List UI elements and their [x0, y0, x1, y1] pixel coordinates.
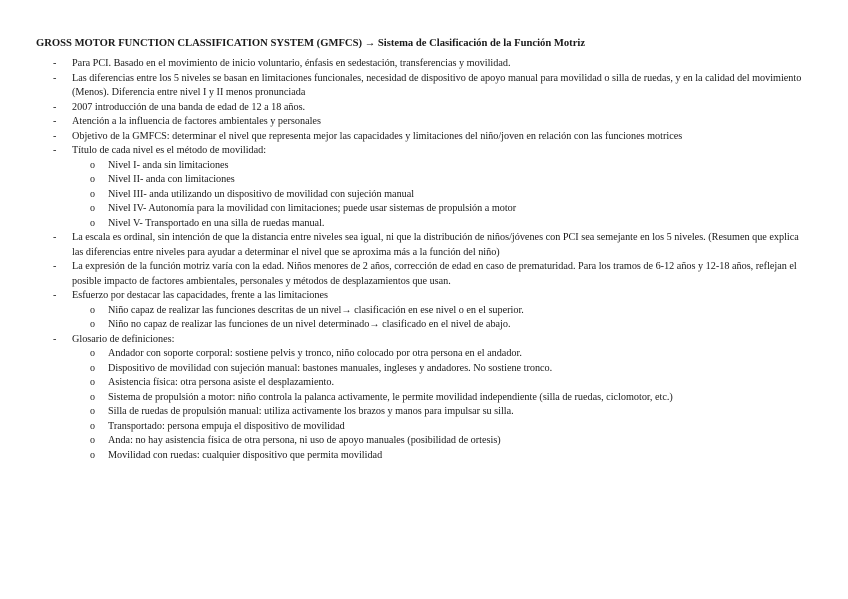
- circle-bullet: o: [90, 174, 95, 185]
- sub-list-item: [0, 217, 812, 232]
- dash-bullet: -: [53, 232, 57, 243]
- circle-bullet: o: [90, 391, 95, 403]
- circle-bullet: o: [90, 159, 95, 171]
- sub-list-item-text: Sistema de propulsión a motor: niño controla la palanca activamente, le permite movilidad independiente (silla de ruedas, ciclomotor, etc.): [108, 391, 673, 403]
- list-item-text: Las diferencias entre los 5 niveles se basan en limitaciones funcionales, necesidad de dispositivo de apoyo manual para movilidad o silla de ruedas, y en la calidad del movimiento (Menos). Diferencia entre nivel I y II menos pronunciada: [72, 72, 802, 98]
- list-item: [0, 144, 848, 231]
- circle-bullet: o: [90, 406, 95, 417]
- list-item: [0, 289, 848, 333]
- list-item: [0, 260, 848, 289]
- list-item: [0, 333, 848, 464]
- circle-bullet: o: [90, 435, 95, 446]
- list-item-text: Glosario de definiciones:: [72, 333, 175, 345]
- title-spanish: Sistema de Clasificación de la Función Motriz: [377, 38, 586, 49]
- sub-list-item: [0, 449, 812, 464]
- list-item: [0, 130, 848, 145]
- sub-list-item: [0, 173, 812, 188]
- sub-list-item: [0, 347, 812, 362]
- circle-bullet: o: [90, 377, 95, 388]
- sub-list-item-text: Anda: no hay asistencia física de otra persona, ni uso de apoyo manuales (posibilidad de ortesis): [108, 435, 501, 446]
- dash-bullet: -: [53, 72, 57, 84]
- page-title: [36, 37, 836, 51]
- circle-bullet: o: [90, 449, 95, 461]
- sub-list-item-text: Dispositivo de movilidad con sujeción manual: bastones manuales, ingleses y andadores. No sostiene tronco.: [108, 362, 553, 374]
- sub-list-item-text: Nivel V- Transportado en una silla de ruedas manual.: [108, 217, 325, 229]
- dash-bullet: -: [53, 261, 57, 272]
- list-item: [0, 57, 848, 72]
- sub-list: [72, 347, 812, 463]
- sub-list-item: [0, 304, 812, 319]
- sub-list-item-text: Nivel II- anda con limitaciones: [108, 174, 235, 185]
- sub-list-item: [0, 434, 812, 449]
- list-item-text: Esfuerzo por destacar las capacidades, frente a las limitaciones: [72, 290, 328, 301]
- dash-bullet: -: [53, 58, 57, 69]
- list-item: [0, 115, 848, 130]
- sub-list-item-text: Andador con soporte corporal: sostiene pelvis y tronco, niño colocado por otra persona en el andador.: [108, 348, 522, 359]
- sub-list-item: [0, 362, 812, 377]
- circle-bullet: o: [90, 319, 95, 330]
- dash-bullet: -: [53, 116, 57, 127]
- list-item-text: Atención a la influencia de factores ambientales y personales: [72, 116, 321, 127]
- sub-list-item-text: Niño capaz de realizar las funciones descritas de un nivel→ clasificación en ese nivel o en el superior.: [108, 304, 524, 316]
- circle-bullet: o: [90, 362, 95, 374]
- sub-list-item: [0, 202, 812, 217]
- sub-list-item: [0, 159, 812, 174]
- sub-list-item-text: Silla de ruedas de propulsión manual: utiliza activamente los brazos y manos para impulsar su silla.: [108, 406, 514, 417]
- list-item-text: La expresión de la función motriz varía con la edad. Niños menores de 2 años, corrección de edad en caso de prematuridad. Para los tramos de 6-12 años y 12-18 años, reflejan el posible impacto de factores ambientales, personales y métodos de desplazamientos que usan.: [72, 261, 797, 287]
- sub-list-item-text: Transportado: persona empuja el dispositivo de movilidad: [108, 420, 345, 432]
- dash-bullet: -: [53, 130, 57, 142]
- circle-bullet: o: [90, 420, 95, 432]
- list-item: [0, 72, 848, 101]
- sub-list-item: [0, 391, 812, 406]
- sub-list-item-text: Nivel I- anda sin limitaciones: [108, 159, 229, 171]
- arrow-icon: →: [364, 38, 376, 49]
- sub-list-item-text: Nivel IV- Autonomía para la movilidad con limitaciones; puede usar sistemas de propulsión a motor: [108, 203, 517, 214]
- sub-list: [72, 159, 812, 232]
- list-item: [0, 101, 848, 116]
- list-item-text: La escala es ordinal, sin intención de que la distancia entre niveles sea igual, ni que la distribución de niños/jóvenes con PCI sea semejante en los 5 niveles. (Resumen que explica las diferencias entre niveles para ayudar a determinar el nivel que se aproxima más a la función del niño): [72, 232, 799, 258]
- sub-list-item: [0, 188, 812, 203]
- sub-list-item: [0, 420, 812, 435]
- dash-bullet: -: [53, 145, 57, 156]
- title-english: GROSS MOTOR FUNCTION CLASSIFICATION SYSTEM (GMFCS): [36, 38, 362, 49]
- list-item-text: Objetivo de la GMFCS: determinar el nivel que representa mejor las capacidades y limitaciones del niño/joven en relación con las funciones motrices: [72, 130, 683, 142]
- list-item-text: Título de cada nivel es el método de movilidad:: [72, 145, 267, 156]
- sub-list-item: [0, 405, 812, 420]
- sub-list-item: [0, 376, 812, 391]
- sub-list: [72, 304, 812, 333]
- main-list: [0, 57, 848, 463]
- list-item: [0, 231, 848, 260]
- sub-list-item-text: Asistencia física: otra persona asiste el desplazamiento.: [108, 377, 335, 388]
- list-item-text: Para PCI. Basado en el movimiento de inicio voluntario, énfasis en sedestación, transferencias y movilidad.: [72, 58, 511, 69]
- circle-bullet: o: [90, 348, 95, 359]
- circle-bullet: o: [90, 217, 95, 229]
- dash-bullet: -: [53, 290, 57, 301]
- circle-bullet: o: [90, 188, 95, 200]
- sub-list-item-text: Nivel III- anda utilizando un dispositivo de movilidad con sujeción manual: [108, 188, 415, 200]
- dash-bullet: -: [53, 333, 57, 345]
- dash-bullet: -: [53, 101, 57, 113]
- sub-list-item: [0, 318, 812, 333]
- circle-bullet: o: [90, 203, 95, 214]
- sub-list-item-text: Movilidad con ruedas: cualquier dispositivo que permita movilidad: [108, 449, 383, 461]
- circle-bullet: o: [90, 304, 95, 316]
- list-item-text: 2007 introducción de una banda de edad de 12 a 18 años.: [72, 101, 306, 113]
- sub-list-item-text: Niño no capaz de realizar las funciones de un nivel determinado→ clasificado en el nivel de abajo.: [108, 319, 511, 330]
